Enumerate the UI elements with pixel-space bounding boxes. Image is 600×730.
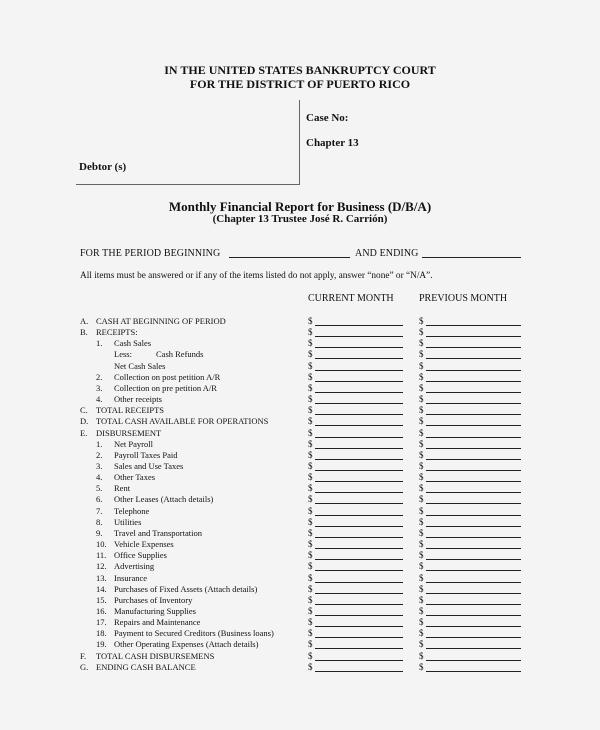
row-label: Other Operating Expenses (Attach details) <box>114 639 259 650</box>
currency-symbol: $ <box>308 505 313 516</box>
previous-month-field[interactable] <box>426 347 521 348</box>
row-letter: E. <box>80 427 88 438</box>
currency-symbol: $ <box>419 449 424 460</box>
table-row <box>0 506 600 517</box>
current-month-field[interactable] <box>315 336 403 337</box>
row-number: 9. <box>96 527 103 538</box>
previous-month-field[interactable] <box>426 481 521 482</box>
currency-symbol: $ <box>419 650 424 661</box>
current-month-field[interactable] <box>315 403 403 404</box>
table-row <box>0 450 600 461</box>
currency-symbol: $ <box>308 416 313 427</box>
row-label: Payroll Taxes Paid <box>114 449 178 460</box>
row-label: CASH AT BEGINNING OF PERIOD <box>96 316 226 326</box>
currency-symbol: $ <box>419 527 424 538</box>
currency-symbol: $ <box>308 405 313 416</box>
row-label: Net Cash Sales <box>114 360 166 371</box>
row-number: 7. <box>96 505 103 516</box>
table-row <box>0 416 600 427</box>
previous-month-field[interactable] <box>426 325 521 326</box>
current-month-field[interactable] <box>315 570 403 571</box>
row-label: ENDING CASH BALANCE <box>96 661 196 672</box>
currency-symbol: $ <box>308 561 313 572</box>
currency-symbol: $ <box>419 461 424 471</box>
previous-month-field[interactable] <box>426 626 521 627</box>
currency-symbol: $ <box>308 371 313 382</box>
previous-month-field[interactable] <box>426 570 521 571</box>
row-label: Telephone <box>114 505 150 516</box>
currency-symbol: $ <box>308 316 313 326</box>
table-row <box>0 361 600 372</box>
chapter-label: Chapter 13 <box>306 137 359 149</box>
table-row <box>0 405 600 416</box>
currency-symbol: $ <box>308 461 313 471</box>
row-label: Purchases of Fixed Assets (Attach details) <box>114 583 258 594</box>
previous-month-field[interactable] <box>426 515 521 516</box>
row-letter: F. <box>80 650 87 661</box>
current-month-field[interactable] <box>315 481 403 482</box>
previous-month-field[interactable] <box>426 503 521 504</box>
row-label: Sales and Use Taxes <box>114 461 184 471</box>
previous-month-field[interactable] <box>426 358 521 359</box>
currency-symbol: $ <box>308 360 313 371</box>
row-letter: C. <box>80 405 88 416</box>
previous-month-field[interactable] <box>426 448 521 449</box>
currency-symbol: $ <box>419 628 424 639</box>
row-number: 11. <box>96 550 107 561</box>
currency-symbol: $ <box>419 405 424 416</box>
row-label: Advertising <box>114 561 155 572</box>
row-number: 1. <box>96 338 103 349</box>
row-number: 14. <box>96 583 107 594</box>
row-letter: B. <box>80 327 88 338</box>
column-header-current-month: CURRENT MONTH <box>308 293 394 304</box>
current-month-field[interactable] <box>315 425 403 426</box>
row-label: Net Payroll <box>114 438 153 449</box>
currency-symbol: $ <box>419 505 424 516</box>
previous-month-field[interactable] <box>426 492 521 493</box>
row-number: 2. <box>96 371 103 382</box>
row-prefix: Less: <box>114 349 132 360</box>
currency-symbol: $ <box>419 561 424 572</box>
table-row <box>0 472 600 483</box>
current-month-field[interactable] <box>315 325 403 326</box>
current-month-field[interactable] <box>315 582 403 583</box>
current-month-field[interactable] <box>315 470 403 471</box>
currency-symbol: $ <box>308 394 313 405</box>
current-month-field[interactable] <box>315 548 403 549</box>
currency-symbol: $ <box>419 539 424 549</box>
row-number: 4. <box>96 472 103 483</box>
currency-symbol: $ <box>308 449 313 460</box>
currency-symbol: $ <box>308 650 313 661</box>
table-row <box>0 316 600 327</box>
current-month-field[interactable] <box>315 492 403 493</box>
currency-symbol: $ <box>419 382 424 393</box>
table-row <box>0 617 600 628</box>
row-letter: A. <box>80 316 89 326</box>
period-ending-label: AND ENDING <box>355 248 419 259</box>
current-month-field[interactable] <box>315 615 403 616</box>
row-label: TOTAL RECEIPTS <box>96 405 165 416</box>
row-number: 18. <box>96 628 107 639</box>
previous-month-field[interactable] <box>426 437 521 438</box>
row-letter: G. <box>80 661 89 672</box>
case-no-label: Case No: <box>306 112 349 124</box>
table-row <box>0 595 600 606</box>
current-month-field[interactable] <box>315 637 403 638</box>
previous-month-field[interactable] <box>426 470 521 471</box>
current-month-field[interactable] <box>315 503 403 504</box>
current-month-field[interactable] <box>315 358 403 359</box>
currency-symbol: $ <box>308 661 313 672</box>
currency-symbol: $ <box>419 327 424 338</box>
row-label: Payment to Secured Creditors (Business loans) <box>114 628 274 639</box>
table-row <box>0 349 600 360</box>
current-month-field[interactable] <box>315 515 403 516</box>
table-row <box>0 550 600 561</box>
previous-month-field[interactable] <box>426 660 521 661</box>
currency-symbol: $ <box>308 583 313 594</box>
table-row <box>0 494 600 505</box>
table-row <box>0 573 600 584</box>
currency-symbol: $ <box>308 349 313 360</box>
previous-month-field[interactable] <box>426 648 521 649</box>
table-row <box>0 439 600 450</box>
table-row <box>0 372 600 383</box>
previous-month-field[interactable] <box>426 392 521 393</box>
previous-month-field[interactable] <box>426 559 521 560</box>
row-label: RECEIPTS: <box>96 327 138 338</box>
previous-month-field[interactable] <box>426 370 521 371</box>
currency-symbol: $ <box>308 628 313 639</box>
instructions-text: All items must be answered or if any of the items listed do not apply, answer “none” or “N/A”. <box>80 271 433 281</box>
current-month-field[interactable] <box>315 381 403 382</box>
table-row <box>0 461 600 472</box>
previous-month-field[interactable] <box>426 336 521 337</box>
currency-symbol: $ <box>308 594 313 605</box>
currency-symbol: $ <box>308 472 313 483</box>
currency-symbol: $ <box>419 583 424 594</box>
row-number: 5. <box>96 483 103 494</box>
currency-symbol: $ <box>419 472 424 483</box>
period-beginning-field[interactable] <box>229 257 350 258</box>
previous-month-field[interactable] <box>426 526 521 527</box>
current-month-field[interactable] <box>315 448 403 449</box>
current-month-field[interactable] <box>315 626 403 627</box>
previous-month-field[interactable] <box>426 615 521 616</box>
court-district: FOR THE DISTRICT OF PUERTO RICO <box>189 77 411 91</box>
currency-symbol: $ <box>419 605 424 616</box>
row-number: 3. <box>96 461 103 471</box>
row-label: Cash Sales <box>114 338 152 349</box>
currency-symbol: $ <box>308 382 313 393</box>
current-month-field[interactable] <box>315 370 403 371</box>
previous-month-field[interactable] <box>426 425 521 426</box>
currency-symbol: $ <box>419 427 424 438</box>
row-label: Repairs and Maintenance <box>114 617 201 627</box>
row-label: Insurance <box>114 572 148 583</box>
court-name: IN THE UNITED STATES BANKRUPTCY COURT <box>164 63 436 77</box>
currency-symbol: $ <box>419 416 424 427</box>
currency-symbol: $ <box>419 316 424 326</box>
previous-month-field[interactable] <box>426 403 521 404</box>
row-label: Vehicle Expenses <box>114 539 174 549</box>
currency-symbol: $ <box>419 483 424 494</box>
currency-symbol: $ <box>419 494 424 505</box>
debtor-label: Debtor (s) <box>79 161 127 173</box>
row-number: 13. <box>96 572 107 583</box>
current-month-field[interactable] <box>315 559 403 560</box>
row-label: Other Taxes <box>114 472 156 483</box>
previous-month-field[interactable] <box>426 604 521 605</box>
table-row <box>0 428 600 439</box>
row-number: 3. <box>96 382 103 393</box>
currency-symbol: $ <box>308 483 313 494</box>
row-label: Other Leases (Attach details) <box>114 494 214 505</box>
currency-symbol: $ <box>419 360 424 371</box>
table-row <box>0 651 600 662</box>
table-row <box>0 528 600 539</box>
currency-symbol: $ <box>419 371 424 382</box>
previous-month-field[interactable] <box>426 414 521 415</box>
currency-symbol: $ <box>308 438 313 449</box>
current-month-field[interactable] <box>315 437 403 438</box>
row-number: 4. <box>96 394 103 405</box>
row-label: Collection on post petition A/R <box>114 371 221 382</box>
previous-month-field[interactable] <box>426 671 521 672</box>
current-month-field[interactable] <box>315 660 403 661</box>
currency-symbol: $ <box>419 617 424 627</box>
current-month-field[interactable] <box>315 593 403 594</box>
previous-month-field[interactable] <box>426 637 521 638</box>
current-month-field[interactable] <box>315 347 403 348</box>
row-number: 1. <box>96 438 103 449</box>
previous-month-field[interactable] <box>426 582 521 583</box>
previous-month-field[interactable] <box>426 381 521 382</box>
currency-symbol: $ <box>308 516 313 527</box>
previous-month-field[interactable] <box>426 459 521 460</box>
current-month-field[interactable] <box>315 604 403 605</box>
table-row <box>0 338 600 349</box>
row-number: 10. <box>96 539 107 549</box>
previous-month-field[interactable] <box>426 537 521 538</box>
table-row <box>0 394 600 405</box>
row-number: 17. <box>96 617 107 627</box>
table-row <box>0 639 600 650</box>
row-number: 2. <box>96 449 103 460</box>
currency-symbol: $ <box>419 516 424 527</box>
table-row <box>0 517 600 528</box>
row-label: Rent <box>114 483 131 494</box>
currency-symbol: $ <box>419 550 424 561</box>
table-row <box>0 327 600 338</box>
currency-symbol: $ <box>419 594 424 605</box>
row-label: Travel and Transportation <box>114 527 202 538</box>
row-label: Cash Refunds <box>156 349 204 360</box>
table-row <box>0 606 600 617</box>
row-label: Manufacturing Supplies <box>114 605 196 616</box>
currency-symbol: $ <box>308 327 313 338</box>
currency-symbol: $ <box>308 427 313 438</box>
period-beginning-label: FOR THE PERIOD BEGINNING <box>80 248 221 259</box>
currency-symbol: $ <box>308 605 313 616</box>
table-row <box>0 584 600 595</box>
currency-symbol: $ <box>419 639 424 650</box>
currency-symbol: $ <box>308 338 313 349</box>
currency-symbol: $ <box>308 617 313 627</box>
row-label: Office Supplies <box>114 550 167 561</box>
period-ending-field[interactable] <box>422 257 521 258</box>
row-label: Other receipts <box>114 394 162 405</box>
currency-symbol: $ <box>308 550 313 561</box>
current-month-field[interactable] <box>315 526 403 527</box>
table-row <box>0 483 600 494</box>
row-number: 19. <box>96 639 107 650</box>
row-label: Utilities <box>114 516 142 527</box>
previous-month-field[interactable] <box>426 593 521 594</box>
row-label: DISBURSEMENT <box>96 427 162 438</box>
previous-month-field[interactable] <box>426 548 521 549</box>
currency-symbol: $ <box>419 338 424 349</box>
table-row <box>0 628 600 639</box>
currency-symbol: $ <box>308 494 313 505</box>
currency-symbol: $ <box>419 394 424 405</box>
current-month-field[interactable] <box>315 671 403 672</box>
row-number: 12. <box>96 561 107 572</box>
row-label: Purchases of Inventory <box>114 594 193 605</box>
table-row <box>0 539 600 550</box>
row-letter: D. <box>80 416 89 427</box>
currency-symbol: $ <box>308 639 313 650</box>
currency-symbol: $ <box>419 438 424 449</box>
table-row <box>0 561 600 572</box>
table-row <box>0 383 600 394</box>
row-number: 6. <box>96 494 103 505</box>
row-number: 8. <box>96 516 103 527</box>
currency-symbol: $ <box>419 349 424 360</box>
current-month-field[interactable] <box>315 392 403 393</box>
report-title: Monthly Financial Report for Business (D/B/A) <box>168 199 432 214</box>
current-month-field[interactable] <box>315 648 403 649</box>
current-month-field[interactable] <box>315 459 403 460</box>
row-label: Collection on pre petition A/R <box>114 382 217 393</box>
current-month-field[interactable] <box>315 537 403 538</box>
currency-symbol: $ <box>419 661 424 672</box>
report-subtitle: (Chapter 13 Trustee José R. Carrión) <box>212 213 388 225</box>
row-label: TOTAL CASH AVAILABLE FOR OPERATIONS <box>96 416 269 427</box>
currency-symbol: $ <box>308 527 313 538</box>
row-number: 15. <box>96 594 107 605</box>
table-row <box>0 662 600 673</box>
row-number: 16. <box>96 605 107 616</box>
current-month-field[interactable] <box>315 414 403 415</box>
currency-symbol: $ <box>308 572 313 583</box>
row-label: TOTAL CASH DISBURSEMENS <box>96 650 215 661</box>
currency-symbol: $ <box>419 572 424 583</box>
column-header-previous-month: PREVIOUS MONTH <box>419 293 508 304</box>
currency-symbol: $ <box>308 539 313 549</box>
